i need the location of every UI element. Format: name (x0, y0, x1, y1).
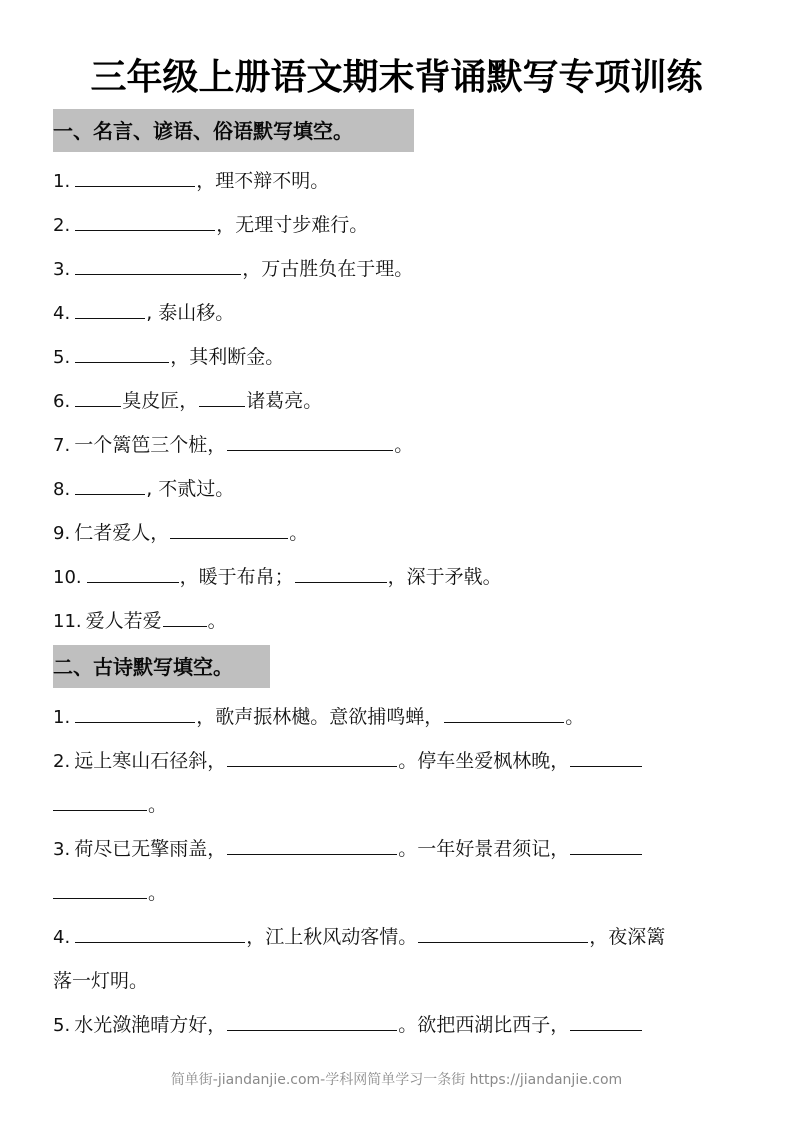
answer-blank[interactable] (163, 606, 207, 627)
footer-watermark: 简单街-jiandanjie.com-学科网简单学习一条街 https://jiandanjie.com (170, 1072, 623, 1088)
answer-blank[interactable] (227, 1010, 397, 1031)
answer-blank[interactable] (570, 834, 642, 855)
question-2-4: 4. ，江上秋风动客情。 ，夜深篱 (53, 922, 665, 952)
question-1-4: 4. , 泰山移。 (53, 298, 234, 328)
question-2-2-cont: 。 (53, 790, 167, 820)
answer-blank[interactable] (75, 702, 195, 723)
question-2-4-cont: 落一灯明。 (53, 970, 149, 992)
answer-blank[interactable] (87, 562, 179, 583)
answer-blank[interactable] (75, 474, 145, 495)
question-2-3: 3. 荷尽已无擎雨盖， 。一年好景君须记， (53, 834, 643, 864)
page-title: 三年级上册语文期末背诵默写专项训练 (90, 57, 703, 98)
answer-blank[interactable] (75, 922, 245, 943)
question-1-2: 2. ，无理寸步难行。 (53, 210, 368, 240)
question-2-3-cont: 。 (53, 878, 167, 908)
answer-blank[interactable] (75, 166, 195, 187)
answer-blank[interactable] (295, 562, 387, 583)
section-header-poems: 二、古诗默写填空。 (53, 645, 270, 688)
question-2-2: 2. 远上寒山石径斜， 。停车坐爱枫林晚， (53, 746, 643, 776)
question-1-6: 6. 臭皮匠， 诸葛亮。 (53, 386, 322, 416)
question-1-5: 5. ，其利断金。 (53, 342, 284, 372)
answer-blank[interactable] (444, 702, 564, 723)
question-1-7: 7. 一个篱笆三个桩， 。 (53, 430, 413, 460)
section-header-proverbs: 一、名言、谚语、俗语默写填空。 (53, 109, 414, 152)
answer-blank[interactable] (227, 430, 393, 451)
answer-blank[interactable] (53, 878, 147, 899)
question-1-9: 9. 仁者爱人， 。 (53, 518, 308, 548)
answer-blank[interactable] (170, 518, 288, 539)
answer-blank[interactable] (199, 386, 245, 407)
answer-blank[interactable] (75, 386, 121, 407)
answer-blank[interactable] (570, 746, 642, 767)
question-1-1: 1. ，理不辩不明。 (53, 166, 329, 196)
answer-blank[interactable] (75, 210, 215, 231)
question-1-8: 8. , 不贰过。 (53, 474, 234, 504)
answer-blank[interactable] (53, 790, 147, 811)
question-1-10: 10. ，暖于布帛； ，深于矛戟。 (53, 562, 502, 592)
answer-blank[interactable] (227, 746, 397, 767)
question-2-1: 1. ，歌声振林樾。意欲捕鸣蝉， 。 (53, 702, 584, 732)
question-1-11: 11. 爱人若爱 。 (53, 606, 227, 636)
question-1-3: 3. ，万古胜负在于理。 (53, 254, 413, 284)
answer-blank[interactable] (227, 834, 397, 855)
question-2-5: 5. 水光潋滟晴方好， 。欲把西湖比西子， (53, 1010, 643, 1040)
answer-blank[interactable] (75, 254, 241, 275)
answer-blank[interactable] (75, 342, 169, 363)
answer-blank[interactable] (75, 298, 145, 319)
answer-blank[interactable] (570, 1010, 642, 1031)
answer-blank[interactable] (418, 922, 588, 943)
